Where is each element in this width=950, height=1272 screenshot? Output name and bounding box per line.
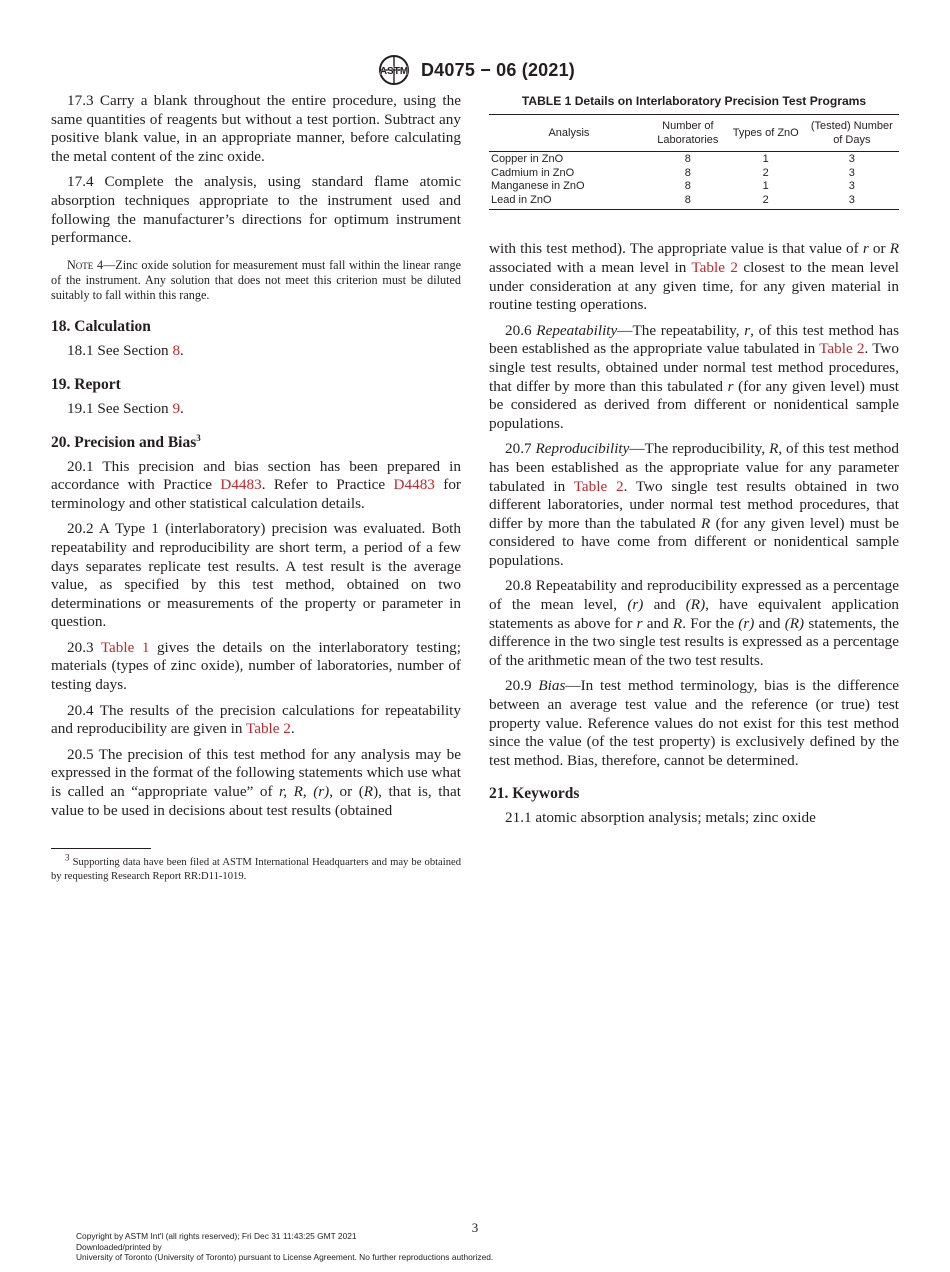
right-column	[489, 92, 899, 835]
paragraph-20-1	[51, 458, 461, 514]
italic-run: Reproducibility	[535, 440, 630, 458]
text-run: statements, the difference in the two single test results is expressed as a percentage of the arithmetic mean of the two test results.	[489, 614, 900, 669]
note-4	[51, 258, 461, 304]
italic-run: R	[769, 440, 779, 458]
text-run: .	[180, 342, 184, 360]
copyright-notice	[76, 1231, 776, 1263]
cell-days: 3	[805, 194, 899, 210]
left-column	[51, 92, 461, 827]
text-run: with this test method). The appropriate value is that value of	[489, 240, 863, 258]
cell-analysis: Manganese in ZnO	[491, 180, 585, 193]
precision-table	[489, 114, 899, 210]
text-run: 20.8 Repeatability and reproducibility expressed as a percentage of the mean level,	[489, 577, 899, 614]
cell-types: 1	[762, 153, 769, 165]
text-run: .	[290, 720, 295, 738]
note-4-label: Note 4	[67, 257, 104, 272]
cell-days: 3	[848, 166, 855, 179]
text-run: gives the details on the interlaboratory testing; materials (types of zinc oxide), number of laboratories, number of testing days.	[51, 638, 461, 694]
table-2-link[interactable]: Table 2	[246, 720, 291, 738]
text-run: and	[642, 614, 673, 632]
table-row	[489, 194, 899, 210]
text-run: , have equivalent application statements as above for	[489, 596, 900, 632]
header-types: Types of ZnO	[727, 115, 805, 152]
footnote-text: Supporting data have been filed at ASTM International Headquarters and may be obtained by requesting Research Report RR:D11-1019.	[51, 857, 461, 883]
cell-days: 3	[848, 180, 855, 193]
table-2-link[interactable]: Table 2	[691, 258, 738, 276]
text-run: (for any given level) must be considered to have come from different or nonidentical sample populations.	[489, 514, 899, 569]
text-run: 18.1 See Section	[67, 342, 173, 360]
paragraph-20-5	[51, 746, 461, 820]
italic-run: r	[862, 240, 869, 258]
section-18-title: 18. Calculation	[51, 318, 151, 336]
table-row	[489, 180, 899, 194]
text-run: and	[643, 596, 686, 614]
italic-run: r, R, (r),	[279, 783, 334, 801]
italic-run: R	[672, 614, 683, 632]
table-1	[489, 94, 899, 210]
text-run: 20.6	[505, 321, 537, 339]
italic-run: R	[889, 240, 899, 258]
table-2-link[interactable]: Table 2	[819, 340, 865, 358]
paragraph-19-1	[51, 400, 461, 419]
italic-run: (r)	[738, 614, 755, 632]
text-run: . Two single test results, obtained under normal test method procedures, that differ by more than this tabulated	[489, 340, 899, 395]
text-run: —The repeatability,	[617, 321, 745, 339]
text-run: , of this test method has been established as the appropriate value for any parameter tabulated in	[489, 440, 899, 495]
text-run: and	[754, 614, 785, 632]
cell-analysis: Copper in ZnO	[491, 153, 564, 165]
paragraph-17-4: 17.4 Complete the analysis, using standard flame atomic absorption techniques appropriate to the instrument used and following the manufacturer’s directions for optimum instrument performance.	[51, 173, 461, 247]
table-1-title: TABLE 1 Details on Interlaboratory Precision Test Programs	[521, 94, 867, 108]
text-run: 20.1 This precision and bias section has been prepared in accordance with Practice	[51, 457, 461, 494]
text-run: 20.9	[505, 677, 539, 695]
page-header	[0, 52, 950, 88]
section-19-title: 19. Report	[51, 375, 121, 393]
text-run: or (	[333, 783, 364, 801]
text-run: 20.7	[505, 440, 536, 458]
section-20-title	[51, 433, 461, 452]
text-run: —The reproducibility,	[629, 440, 770, 458]
cell-analysis: Cadmium in ZnO	[491, 166, 575, 179]
page-number: 3	[471, 1220, 479, 1235]
text-run: ), that is, that value to be used in decisions about test results (obtained	[51, 783, 461, 819]
cell-labs: 8	[684, 153, 691, 165]
footnote-mark: 3	[65, 852, 70, 863]
document-id: D4075 − 06 (2021)	[420, 59, 575, 80]
italic-run: Bias	[538, 677, 566, 695]
paragraph-17-3: 17.3 Carry a blank throughout the entire procedure, using the same quantities of reagents but without a test portion. Subtract any positive blank value, in an appropriate manner, before calculating the metal content of the zinc oxide.	[51, 92, 461, 165]
text-run: 19.1 See Section	[67, 399, 173, 417]
italic-run: R	[701, 514, 711, 532]
text-run: for terminology and other statistical calculation details.	[51, 476, 461, 512]
text-run: . For the	[682, 614, 739, 632]
text-run: . Refer to Practice	[261, 476, 394, 494]
cell-types: 1	[762, 180, 769, 193]
italic-run: r	[727, 377, 734, 395]
italic-run: (r)	[627, 596, 644, 614]
logo-text: ASTM	[379, 66, 409, 77]
section-9-link[interactable]: 9	[172, 399, 181, 417]
text-run: 20.5 The precision of this test method for any analysis may be expressed in the format of the following statements which use what is called an “appropriate value” of	[51, 745, 461, 801]
table-row	[489, 152, 899, 167]
cell-days: 3	[848, 153, 855, 165]
paragraph-21-1: 21.1 atomic absorption analysis; metals; zinc oxide	[505, 809, 816, 827]
copyright-line-2: Downloaded/printed by	[76, 1241, 162, 1252]
copyright-line-1: Copyright by ASTM Int'l (all rights reserved); Fri Dec 31 11:43:25 GMT 2021	[76, 1231, 357, 1241]
practice-d4483-link-2[interactable]: D4483	[393, 476, 435, 494]
italic-run: R	[363, 783, 374, 801]
text-run: (for any given level) must be considered as derived from different or nonidentical sample populations.	[489, 377, 900, 432]
paragraph-20-6	[489, 322, 899, 434]
copyright-line-3: University of Toronto (University of Toronto) pursuant to License Agreement. No further reproductions authorized.	[76, 1252, 494, 1262]
footnote-3	[51, 852, 461, 884]
practice-d4483-link[interactable]: D4483	[220, 476, 262, 494]
table-2-link[interactable]: Table 2	[573, 477, 624, 495]
cell-types: 2	[762, 166, 769, 179]
paragraph-18-1	[51, 342, 461, 361]
text-run: 20.3	[67, 638, 101, 656]
footnote-divider	[51, 848, 151, 849]
italic-run: (R)	[685, 596, 706, 614]
footnote-ref-3[interactable]: 3	[196, 432, 201, 443]
paragraph-20-4	[51, 702, 461, 739]
italic-run: Repeatability	[536, 321, 618, 339]
table-row	[489, 167, 899, 181]
paragraph-20-3	[51, 639, 461, 695]
text-run: .	[180, 399, 184, 417]
table-header-row	[489, 115, 899, 152]
section-21-title: 21. Keywords	[489, 785, 580, 803]
text-run: closest to the mean level under consideration at any given time, for any given material in routine testing operations.	[489, 258, 899, 314]
header-days: (Tested) Number of Days	[805, 115, 899, 152]
section-20-title-text: 20. Precision and Bias	[51, 433, 197, 451]
paragraph-20-2: 20.2 A Type 1 (interlaboratory) precision was evaluated. Both repeatability and reproducibility are short term, a period of a few days separates replicate test results. A test result is the average value, as specified by this test method, obtained on two determinations or measurements of the property or parameter in question.	[51, 520, 461, 631]
cell-types: 2	[727, 194, 805, 210]
cell-labs: 8	[649, 194, 727, 210]
header-labs: Number of Laboratories	[649, 115, 727, 152]
note-4-text: —Zinc oxide solution for measurement must fall within the linear range of the instrument. Any solution that does not meet this criterion must be diluted suitably to fall within this range.	[51, 257, 461, 303]
italic-run: (R)	[784, 614, 805, 632]
text-run: associated with a mean level in	[489, 258, 692, 276]
paragraph-20-9	[489, 677, 899, 770]
italic-run: r	[636, 614, 643, 632]
text-run: —In test method terminology, bias is the difference between an average test value and the reference (or true) test property value. Reference values do not exist for this test method since the value (of the test property) is exclusively defined by the test method. Bias, therefore, cannot be determined.	[489, 677, 900, 769]
section-8-link[interactable]: 8	[172, 342, 181, 360]
cell-labs: 8	[684, 180, 691, 193]
header-analysis: Analysis	[489, 115, 649, 152]
table-1-link[interactable]: Table 1	[100, 638, 150, 656]
paragraph-20-7	[489, 440, 899, 570]
text-run: 20.4 The results of the precision calculations for repeatability and reproducibility are given in	[51, 701, 461, 738]
astm-logo-icon	[375, 54, 413, 86]
text-run: . Two single test results obtained in two different laboratories, under normal test method procedures, that differ by more than the tabulated	[489, 477, 900, 532]
cell-labs: 8	[684, 166, 691, 179]
cell-analysis: Lead in ZnO	[489, 194, 649, 210]
text-run: or	[868, 240, 890, 258]
text-run: , of this test method has been established as the appropriate value tabulated in	[489, 321, 899, 358]
paragraph-20-5-continued	[489, 240, 899, 314]
paragraph-20-8	[489, 577, 899, 670]
italic-run: r	[744, 321, 751, 339]
